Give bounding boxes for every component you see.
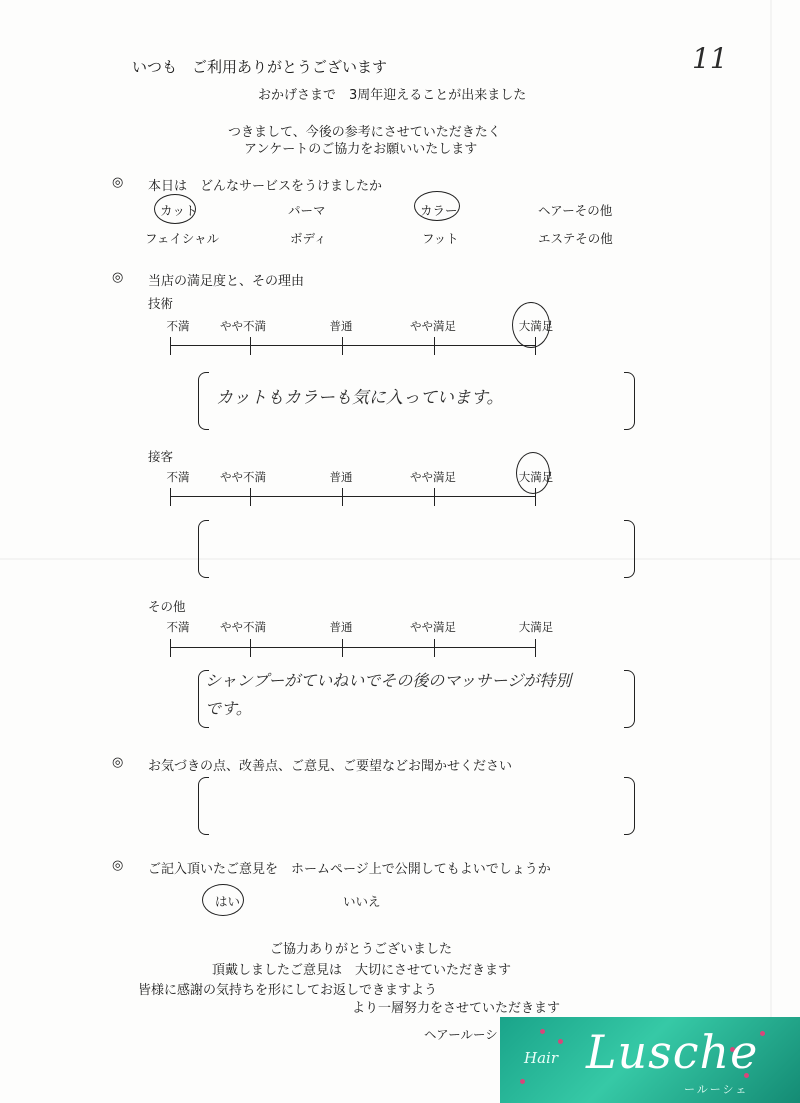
q2-mark: ◎	[112, 270, 124, 285]
scale-tick	[250, 639, 251, 657]
scale-label: 普通	[329, 319, 353, 333]
scale-tick	[342, 337, 343, 355]
anniversary-line: おかげさまで 3周年迎えることが出来ました	[258, 88, 527, 103]
option-cut: カット	[160, 203, 198, 218]
paper-fold	[770, 0, 772, 1103]
handwritten-comment-other-line1: シャンプーがていねいでその後のマッサージが特別	[205, 671, 572, 690]
rating-scale-technique	[170, 345, 536, 346]
intro-line-2: アンケートのご協力をお願いいたします	[244, 142, 478, 157]
footer-line-3: 皆様に感謝の気持ちを形にしてお返しできますよう	[138, 983, 438, 998]
section-title-technique: 技術	[148, 296, 174, 311]
salon-logo	[500, 1017, 800, 1103]
scale-label: やや不満	[220, 319, 266, 333]
scale-tick	[250, 488, 251, 506]
scale-tick	[342, 488, 343, 506]
comment-bracket-right	[624, 777, 635, 835]
q2-question: 当店の満足度と、その理由	[148, 274, 305, 289]
comment-bracket-left	[198, 777, 209, 835]
scale-tick	[170, 337, 171, 355]
scale-label: 不満	[166, 470, 190, 484]
scale-label: やや満足	[410, 620, 456, 634]
footer-line-4: より一層努力をさせていただきます	[352, 1001, 561, 1016]
salon-signature: ヘアールーシ	[424, 1027, 498, 1042]
option-foot: フット	[422, 231, 459, 246]
selected-circle-service	[516, 452, 550, 494]
comment-bracket-left	[198, 372, 209, 430]
q3-mark: ◎	[112, 755, 124, 770]
option-color: カラー	[420, 203, 458, 218]
scale-tick	[170, 488, 171, 506]
scale-label: やや満足	[410, 470, 456, 484]
q4-mark: ◎	[112, 858, 124, 873]
scale-tick	[434, 337, 435, 355]
option-hair-other: ヘアーその他	[538, 203, 613, 218]
scale-tick	[434, 488, 435, 506]
scale-label: やや満足	[410, 319, 456, 333]
scale-tick	[170, 639, 171, 657]
q3-question: お気づきの点、改善点、ご意見、ご要望などお聞かせください	[148, 759, 513, 774]
circle-mark-cut	[154, 194, 196, 224]
paper-fold	[0, 558, 800, 560]
scale-label: 大満足	[518, 470, 554, 484]
option-yes: はい	[215, 894, 241, 909]
footer-line-2: 頂戴しましたご意見は 大切にさせていただきます	[212, 963, 512, 978]
option-no: いいえ	[343, 894, 381, 909]
scale-tick	[250, 337, 251, 355]
option-esthe-other: エステその他	[538, 231, 613, 246]
section-title-other: その他	[148, 599, 186, 614]
flower-dot	[760, 1031, 765, 1036]
scale-label: やや不満	[220, 620, 266, 634]
scale-label: 大満足	[518, 319, 554, 333]
rating-scale-service	[170, 496, 536, 497]
circle-mark-color	[414, 191, 460, 221]
scale-label: 不満	[166, 319, 190, 333]
comment-bracket-left	[198, 520, 209, 578]
selected-circle-technique	[512, 302, 550, 348]
logo-kana-text: ールーシェ	[684, 1083, 749, 1096]
q1-mark: ◎	[112, 175, 124, 190]
handwritten-comment-other-line2: です。	[205, 699, 252, 718]
handwritten-comment-technique: カットもカラーも気に入っています。	[216, 388, 504, 408]
selected-circle-yes	[202, 884, 244, 916]
page-mark: 11	[692, 42, 728, 75]
scale-tick	[342, 639, 343, 657]
rating-scale-other	[170, 647, 536, 648]
option-facial: フェイシャル	[145, 231, 220, 246]
scale-label: 普通	[329, 470, 353, 484]
flower-dot	[520, 1079, 525, 1084]
logo-hair-text: Hair	[524, 1049, 558, 1067]
scale-label: やや不満	[220, 470, 266, 484]
q1-question: 本日は どんなサービスをうけましたか	[148, 179, 383, 194]
scale-tick	[535, 639, 536, 657]
flower-dot	[558, 1039, 563, 1044]
flower-dot	[540, 1029, 545, 1034]
scale-tick	[434, 639, 435, 657]
comment-bracket-right	[624, 372, 635, 430]
comment-bracket-right	[624, 520, 635, 578]
scale-label: 大満足	[518, 620, 554, 634]
section-title-service: 接客	[148, 449, 174, 464]
option-perm: パーマ	[288, 203, 326, 218]
logo-script-text: Lusche	[586, 1025, 759, 1079]
scale-label: 不満	[166, 620, 190, 634]
greeting: いつも ご利用ありがとうございます	[132, 58, 388, 76]
thanks-line: ご協力ありがとうございました	[270, 942, 453, 957]
scale-label: 普通	[329, 620, 353, 634]
intro-line-1: つきまして、今後の参考にさせていただきたく	[228, 125, 501, 140]
comment-bracket-right	[624, 670, 635, 728]
option-body: ボディ	[290, 231, 327, 246]
q4-question: ご記入頂いたご意見を ホームページ上で公開してもよいでしょうか	[148, 862, 551, 877]
